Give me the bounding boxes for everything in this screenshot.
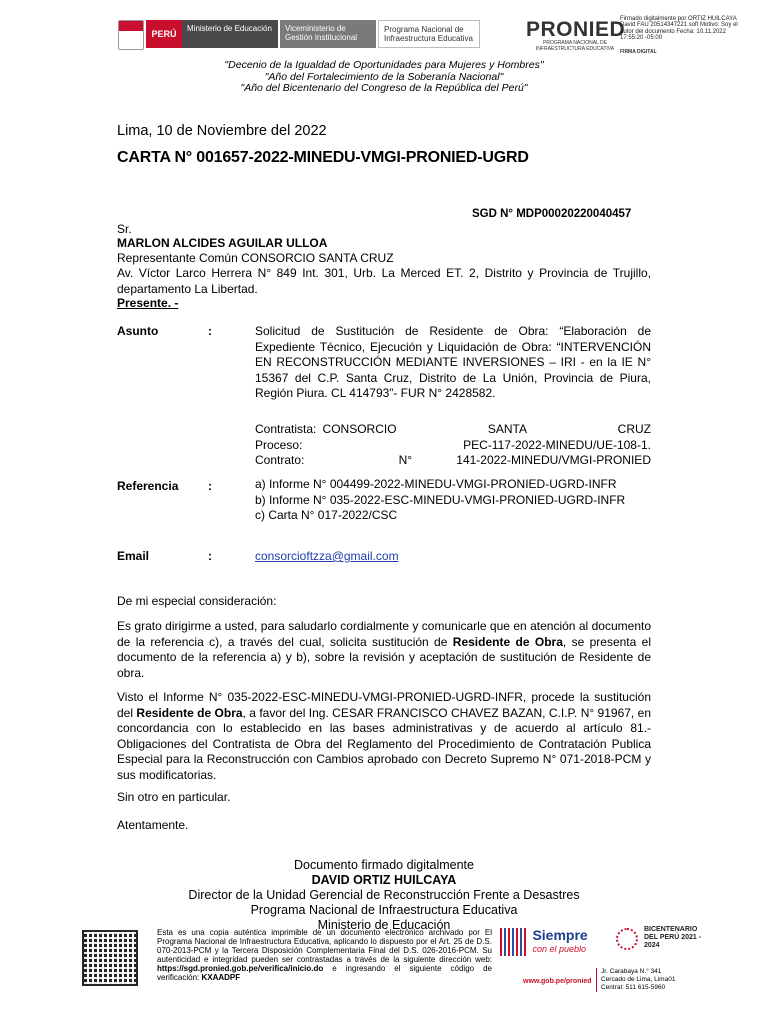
- bicentenario-circle-icon: [616, 928, 638, 950]
- footer-url[interactable]: https://sgd.pronied.gob.pe/verifica/inicio.do: [157, 964, 324, 973]
- recipient-name: MARLON ALCIDES AGUILAR ULLOA: [117, 236, 328, 250]
- p1-text-c: , se presenta el documento de la referencia a) y b), sobre la revisión y aceptación de sustitución de Residente de obra.: [117, 634, 651, 680]
- signature-block: [0, 858, 768, 933]
- footer-verification-text: [157, 928, 492, 982]
- footer-text-b: e ingresando el siguiente código de verificación:: [157, 964, 492, 982]
- programa-box: [378, 20, 480, 48]
- referencia-item: a) Informe N° 004499-2022-MINEDU-VMGI-PRONIED-UGRD-INFR: [255, 477, 617, 491]
- contrato-n: N°: [398, 453, 413, 467]
- siempre-bars-icon: [500, 928, 528, 956]
- paragraph-1: [117, 619, 651, 681]
- closing-line: Sin otro en particular.: [117, 790, 231, 804]
- peru-logo: [146, 20, 182, 48]
- decenio-line: "Año del Fortalecimiento de la Soberanía Nacional": [264, 70, 504, 83]
- viceministerio-label: Viceministerio de Gestión Institucional: [285, 24, 358, 42]
- pronied-subtitle: PROGRAMA NACIONAL DE INFRAESTRUCTURA EDUCATIVA: [535, 40, 615, 52]
- letter-date: Lima, 10 de Noviembre del 2022: [117, 123, 327, 139]
- peru-shield-icon: [118, 20, 144, 50]
- footer-text-a: Esta es una copia auténtica imprimible de un documento electrónico archivado por El Programa Nacional de Infraestructura Educativa, aplicando lo dispuesto por el Art. 25 de D.S. 070-2013-PCM y la Tercera Disposición Complementaria Final del D.S. 026-2016-PCM. Su autenticidad e integridad pueden ser contrastadas a través de la siguiente dirección web:: [157, 928, 492, 964]
- p2-bold: Residente de Obra: [136, 705, 243, 720]
- proceso-value: PEC-117-2022-MINEDU/UE-108-1.: [463, 437, 651, 452]
- contrato-value: 141-2022-MINEDU/VMGI-PRONIED: [456, 453, 651, 467]
- p1-text-a: Es grato dirigirme a usted, para saludarlo cordialmente y comunicarle que en atención al documento de la referencia c), a través del cual, solicita sustitución de: [117, 619, 651, 649]
- referencia-list: [255, 477, 651, 524]
- conelpueblo-label: con el pueblo: [532, 944, 586, 954]
- referencia-item: c) Carta N° 017-2022/CSC: [255, 508, 398, 522]
- referencia-colon: :: [208, 479, 212, 493]
- presente-label: Presente. -: [117, 296, 179, 310]
- decenio-line: "Año del Bicentenario del Congreso de la República del Perú": [240, 82, 528, 94]
- sgd-number: SGD N° MDP00020220040457: [472, 208, 632, 220]
- decenio-block: [0, 60, 768, 95]
- p2-text-a: Visto el Informe N° 035-2022-ESC-MINEDU-VMGI-PRONIED-UGRD-INFR, procede la sustitución del: [117, 690, 651, 720]
- email-link[interactable]: consorcioftzza@gmail.com: [255, 549, 399, 563]
- signature-line-1: Documento firmado digitalmente: [294, 858, 474, 872]
- footer-code: KXAADPF: [201, 973, 241, 982]
- p1-bold: Residente de Obra: [452, 634, 563, 649]
- pronied-logo: PRONIED: [526, 18, 626, 41]
- paragraph-2: [117, 690, 651, 783]
- letter-number: CARTA N° 001657-2022-MINEDU-VMGI-PRONIED-UGRD: [117, 149, 529, 166]
- recipient-role: Representante Común CONSORCIO SANTA CRUZ: [117, 251, 394, 265]
- signer-title: Director de la Unidad Gerencial de Reconstrucción Frente a Desastres: [188, 888, 580, 902]
- bicentenario-label: BICENTENARIO DEL PERÚ 2021 - 2024: [644, 926, 702, 949]
- address-line: Central: 511 615-5960: [601, 984, 666, 991]
- asunto-colon: :: [208, 324, 212, 338]
- contratista-row: [255, 422, 651, 438]
- contrato-row: [255, 453, 651, 469]
- asunto-text: Solicitud de Sustitución de Residente de Obra: “Elaboración de Expediente Técnico, Ejecución y Liquidación de Obra: “INTERVENCIÓN EN RECONSTRUCCIÓN MEDIANTE INVERSIONES – IRI - en la IE N° 15367 del C.P. Santa Cruz, Distrito de La Unión, Provincia de Piura, Región Piura. CL 414793”- FUR N° 2428582.: [255, 324, 651, 400]
- siempre-label: Siempre: [532, 927, 588, 943]
- bicentenario-logo: [616, 926, 706, 950]
- firma-digital-label: FIRMA DIGITAL: [620, 49, 657, 55]
- p2-text-c: , a favor del Ing. CESAR FRANCISCO CHAVEZ BAZAN, C.I.P. N° 91967, en concordancia con lo establecido en las bases administrativas y de acuerdo al artículo 81.-Obligaciones del Contratista de Obra del Reglamento del Procedimiento de Contratación Publica Especial para la Reconstrucción con Cambios aprobado con Decreto Supremo N° 071-2018-PCM y sus modificatorias.: [117, 705, 651, 782]
- recipient-address: Av. Víctor Larco Herrera N° 849 Int. 301, Urb. La Merced ET. 2, Distrito y Provincia de Trujillo, departamento La Libertad.: [117, 266, 651, 296]
- address-block: [596, 968, 675, 992]
- signer-ministry: Ministerio de Educación: [317, 918, 451, 932]
- peru-label: PERÚ: [151, 29, 177, 39]
- greeting: De mi especial consideración:: [117, 594, 277, 608]
- signer-program: Programa Nacional de Infraestructura Educativa: [250, 903, 518, 917]
- asunto-label: Asunto: [117, 324, 159, 338]
- gobpe-link[interactable]: www.gob.pe/pronied: [523, 978, 592, 985]
- recipient-salutation: Sr.: [117, 222, 132, 236]
- qr-code-icon: [82, 930, 138, 986]
- email-container: [255, 549, 651, 565]
- proceso-label: Proceso:: [255, 437, 303, 452]
- contract-details: [255, 422, 651, 469]
- siempre-logo: [500, 928, 588, 956]
- programa-label: Programa Nacional de Infraestructura Educativa: [384, 25, 473, 43]
- email-colon: :: [208, 549, 212, 563]
- contratista-label: Contratista:: [255, 422, 317, 436]
- referencia-item: b) Informe N° 035-2022-ESC-MINEDU-VMGI-PRONIED-UGRD-INFR: [255, 492, 626, 507]
- digital-signature-stamp: Firmado digitalmente por ORTIZ HUILCAYA David FAU 20514347221 soft Motivo: Soy el autor del documento Fecha: 10.11.2022 17:55:20 -05:00: [620, 16, 738, 42]
- referencia-label: Referencia: [117, 479, 179, 493]
- ministerio-box: [182, 20, 278, 48]
- proceso-row: [255, 438, 651, 454]
- atentamente: Atentamente.: [117, 818, 189, 832]
- email-label: Email: [117, 549, 150, 563]
- signer-name: DAVID ORTIZ HUILCAYA: [311, 873, 457, 887]
- decenio-line: "Decenio de la Igualdad de Oportunidades para Mujeres y Hombres": [224, 59, 544, 71]
- address-line: Jr. Carabaya N.° 341: [601, 968, 662, 975]
- contratista-value: CONSORCIO SANTA CRUZ: [322, 422, 651, 436]
- address-line: Cercado de Lima, Lima01: [601, 976, 676, 983]
- ministerio-label: Ministerio de Educación: [187, 24, 272, 33]
- viceministerio-box: [280, 20, 376, 48]
- contrato-label: Contrato:: [255, 453, 305, 467]
